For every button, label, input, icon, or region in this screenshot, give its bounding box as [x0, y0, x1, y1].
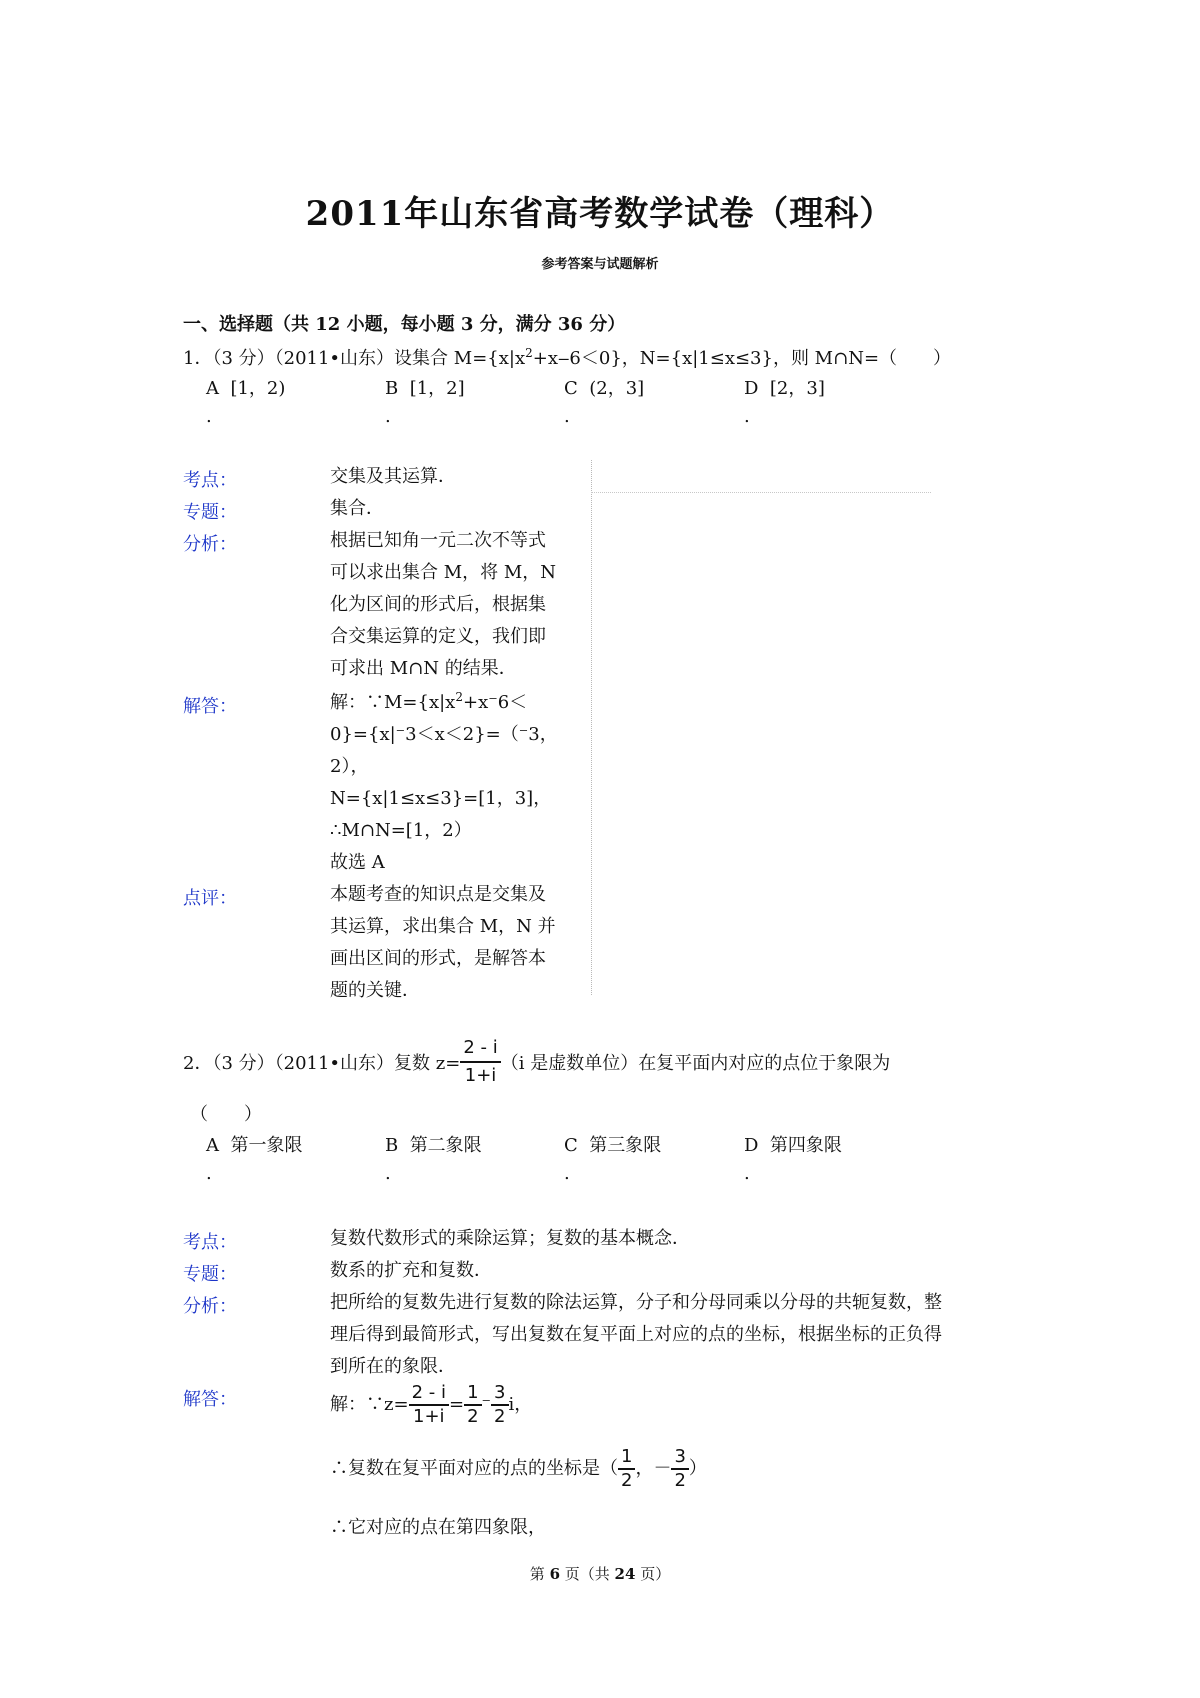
- table-divider: [591, 492, 931, 493]
- q2-jieda-line2: [330, 1446, 707, 1492]
- option-dot: .: [206, 1163, 212, 1184]
- q1-fenxi: [330, 525, 556, 685]
- q2-label-fenxi: 分析：: [183, 1296, 237, 1317]
- question-2-stem: [183, 1032, 890, 1092]
- text-part: 解：∵z=: [330, 1394, 409, 1415]
- fraction-denominator: 1+i: [464, 1065, 497, 1086]
- superscript: 2: [455, 690, 463, 704]
- minus-sign: ⁻: [481, 1394, 492, 1415]
- text-line: 可求出 M∩N 的结果．: [330, 658, 517, 679]
- q1-label-jieda: 解答：: [183, 696, 237, 717]
- fraction: [671, 1446, 688, 1492]
- text-line: 题的关键．: [330, 980, 420, 1001]
- option-dot: .: [564, 406, 570, 427]
- text-line: 故选 A: [330, 852, 385, 873]
- fraction-denominator: 2: [621, 1470, 633, 1491]
- text-line: 化为区间的形式后，根据集: [330, 594, 546, 615]
- option-text: 第三象限: [589, 1135, 662, 1156]
- document-title: 2011年山东省高考数学试卷（理科）: [305, 194, 895, 234]
- option-letter: C: [564, 1135, 578, 1156]
- option-dot: .: [564, 1163, 570, 1184]
- fraction: [409, 1382, 449, 1428]
- q2-answer-paren: （ ）: [190, 1104, 262, 1125]
- fraction-denominator: 2: [467, 1406, 479, 1427]
- option-text: 第二象限: [409, 1135, 482, 1156]
- option-letter: A: [206, 1135, 219, 1156]
- page-footer: [0, 1563, 1200, 1584]
- option-letter: D: [744, 378, 759, 399]
- table-divider: [591, 460, 592, 995]
- option-letter: B: [385, 1135, 399, 1156]
- fraction-numerator: 3: [491, 1382, 508, 1406]
- q1-option-c: [564, 374, 644, 400]
- q2-stem-part-b: （i 是虚数单位）在复平面内对应的点位于象限为: [500, 1053, 891, 1074]
- text-line: N={x|1≤x≤3}=[1，3]，: [330, 788, 552, 809]
- text-part: i，: [508, 1394, 533, 1415]
- q1-stem-part-b: +x‒6＜0}，N={x|1≤x≤3}，则 M∩N=（ ）: [532, 348, 952, 369]
- q1-label-fenxi: 分析：: [183, 534, 237, 555]
- text-line: 本题考查的知识点是交集及: [330, 884, 546, 905]
- q2-jieda-line3: ∴它对应的点在第四象限，: [330, 1517, 546, 1538]
- fraction-numerator: 1: [464, 1382, 481, 1406]
- fraction: [460, 1035, 500, 1089]
- option-dot: .: [206, 406, 212, 427]
- fraction: [491, 1382, 508, 1428]
- text-line: 0}={x|⁻3＜x＜2}=（⁻3，: [330, 724, 558, 745]
- fraction-numerator: 2 - i: [409, 1382, 449, 1406]
- text-part: ）: [688, 1458, 707, 1479]
- page-total: 24: [614, 1565, 636, 1583]
- fraction-denominator: 1+i: [413, 1406, 445, 1427]
- equals-sign: =: [448, 1394, 465, 1415]
- q1-label-kaodian: 考点：: [183, 470, 237, 491]
- q1-option-d: [744, 374, 825, 400]
- q2-label-zhuanti: 专题：: [183, 1264, 237, 1285]
- q2-option-d: [744, 1131, 842, 1157]
- text-line: 把所给的复数先进行复数的除法运算，分子和分母同乘以分母的共轭复数，整: [330, 1292, 942, 1313]
- option-text: [1，2): [230, 378, 286, 399]
- fraction-numerator: 1: [618, 1446, 635, 1470]
- text-line: 其运算，求出集合 M，N 并: [330, 916, 556, 937]
- q2-label-kaodian: 考点：: [183, 1232, 237, 1253]
- text-line: 理后得到最简形式，写出复数在复平面上对应的点的坐标，根据坐标的正负得: [330, 1324, 942, 1345]
- option-text: 第四象限: [769, 1135, 842, 1156]
- option-text: 第一象限: [230, 1135, 303, 1156]
- q1-label-zhuanti: 专题：: [183, 502, 237, 523]
- q1-kaodian: 交集及其运算．: [330, 466, 456, 487]
- text-line: 可以求出集合 M，将 M，N: [330, 562, 557, 583]
- text-line: 到所在的象限．: [330, 1356, 456, 1377]
- option-dot: .: [744, 1163, 750, 1184]
- q1-label-dianping: 点评：: [183, 888, 237, 909]
- text-part: ，－: [635, 1458, 672, 1479]
- option-text: (2，3]: [589, 378, 645, 399]
- fraction: [464, 1382, 481, 1428]
- text-line: ∴M∩N=[1，2）: [330, 820, 472, 841]
- option-dot: .: [744, 406, 750, 427]
- q2-fenxi: [330, 1287, 942, 1383]
- q2-option-c: [564, 1131, 661, 1157]
- option-text: [2，3]: [769, 378, 825, 399]
- q1-option-b: [385, 374, 465, 400]
- q2-jieda-line1: [330, 1382, 532, 1428]
- q1-jieda: [330, 687, 558, 879]
- text-part: 解：∵M={x|x: [330, 692, 456, 713]
- document-subtitle: 参考答案与试题解析: [541, 257, 659, 272]
- page-number: 6: [549, 1565, 560, 1583]
- footer-text: 第: [529, 1565, 550, 1583]
- q1-stem-part-a: 1．（3 分）（2011•山东）设集合 M={x|x: [183, 348, 526, 369]
- fraction-numerator: 3: [671, 1446, 688, 1470]
- option-dot: .: [385, 1163, 391, 1184]
- q2-label-jieda: 解答：: [183, 1389, 237, 1410]
- text-line: 2），: [330, 756, 369, 777]
- q1-stem-sup: 2: [525, 346, 533, 360]
- q1-dianping: [330, 879, 556, 1007]
- footer-text: 页（共: [560, 1565, 615, 1583]
- option-letter: B: [385, 378, 399, 399]
- question-1-stem: [183, 344, 951, 370]
- q1-option-a: [206, 374, 285, 400]
- q2-option-a: [206, 1131, 302, 1157]
- section-heading: 一、选择题（共 12 小题，每小题 3 分，满分 36 分）: [183, 314, 626, 335]
- q2-kaodian: 复数代数形式的乘除运算；复数的基本概念．: [330, 1228, 690, 1249]
- fraction-denominator: 2: [674, 1470, 686, 1491]
- option-letter: C: [564, 378, 578, 399]
- text-line: 合交集运算的定义，我们即: [330, 626, 546, 647]
- text-line: [330, 687, 558, 719]
- text-line: 根据已知角一元二次不等式: [330, 530, 546, 551]
- option-dot: .: [385, 406, 391, 427]
- fraction-denominator: 2: [494, 1406, 506, 1427]
- q2-zhuanti: 数系的扩充和复数．: [330, 1260, 492, 1281]
- fraction: [618, 1446, 635, 1492]
- q2-stem-part-a: 2．（3 分）（2011•山东）复数 z=: [183, 1053, 461, 1074]
- q2-option-b: [385, 1131, 482, 1157]
- option-letter: D: [744, 1135, 759, 1156]
- option-letter: A: [206, 378, 219, 399]
- q1-zhuanti: 集合．: [330, 498, 384, 519]
- text-part: ∴复数在复平面对应的点的坐标是（: [330, 1458, 618, 1479]
- text-line: 画出区间的形式，是解答本: [330, 948, 546, 969]
- fraction-numerator: 2 - i: [460, 1035, 500, 1063]
- text-part: +x⁻6＜: [462, 692, 528, 713]
- option-text: [1，2]: [409, 378, 465, 399]
- footer-text: 页）: [635, 1565, 671, 1583]
